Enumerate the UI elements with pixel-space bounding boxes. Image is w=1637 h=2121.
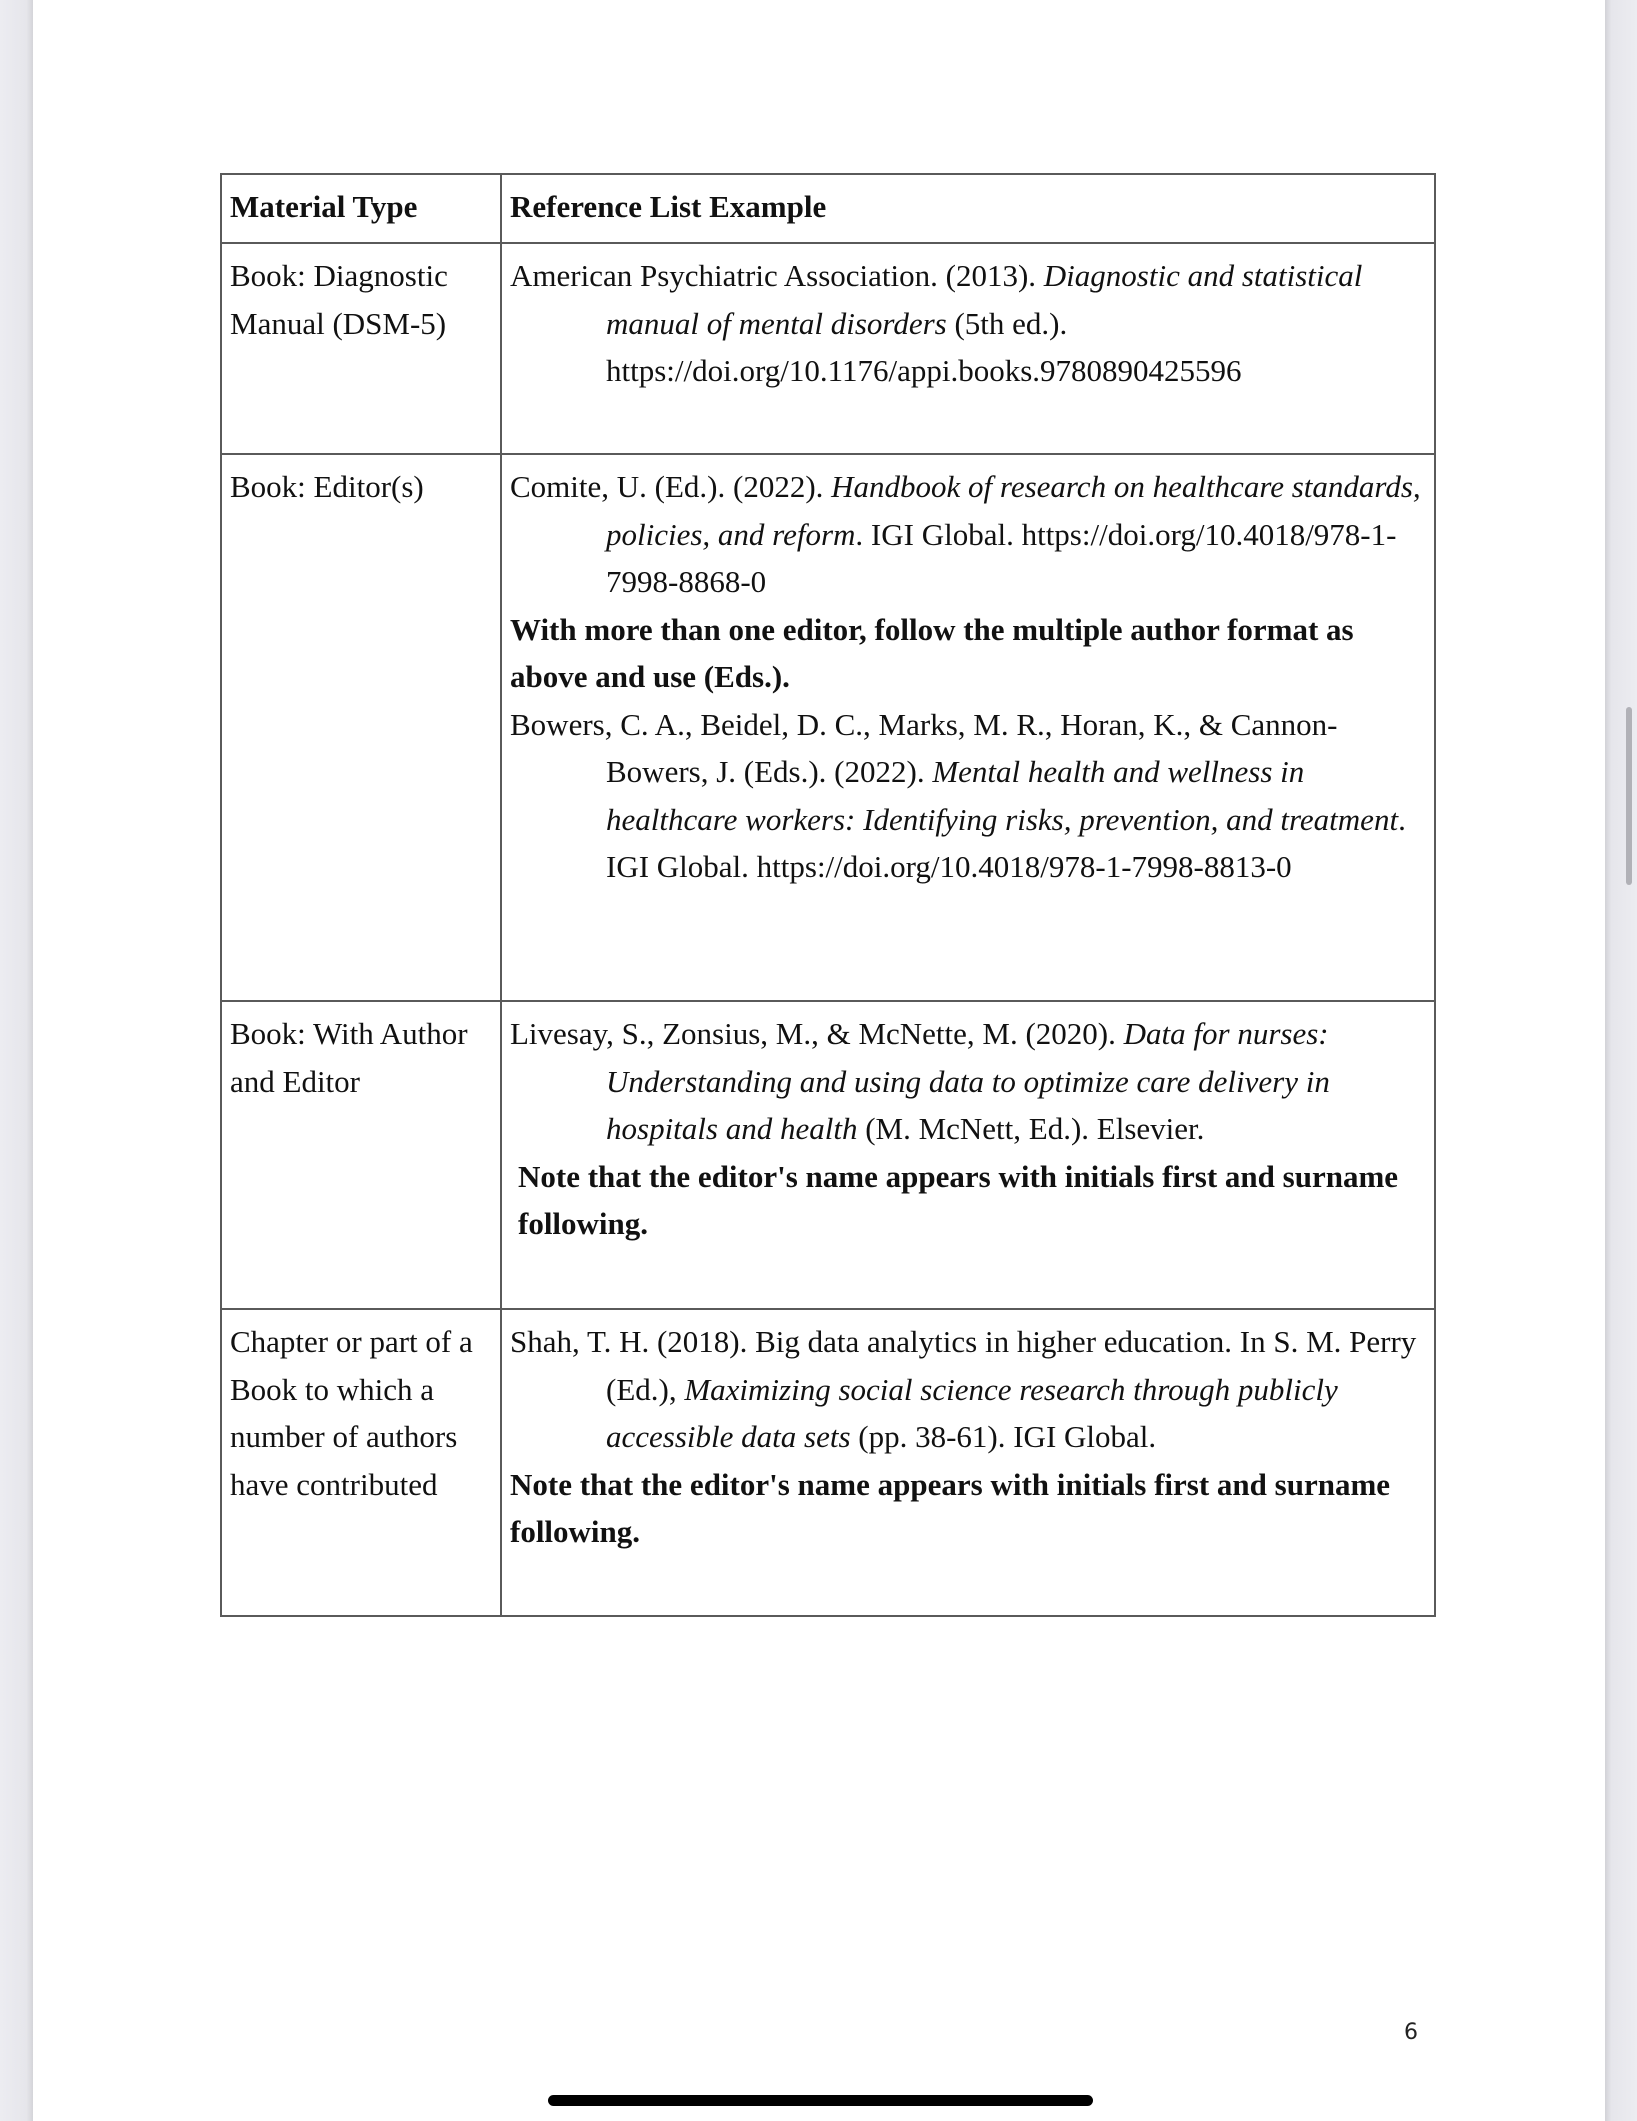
table-row <box>221 243 1435 454</box>
reference-cell <box>501 243 1435 454</box>
vertical-scrollbar-thumb[interactable] <box>1626 707 1632 885</box>
table-row <box>221 454 1435 1001</box>
header-reference-list-example: Reference List Example <box>501 174 1435 243</box>
reference-cell <box>501 1001 1435 1309</box>
formatting-note: Note that the editor's name appears with initials first and surname following. <box>518 1158 1399 1241</box>
reference-cell <box>501 454 1435 1001</box>
reference-entry: Comite, U. (Ed.). (2022). Handbook of research on healthcare standards, policies, and reform. IGI Global. https://doi.org/10.4018/978-1-7998-8868-0 <box>510 469 1421 599</box>
reference-table <box>220 173 1436 1617</box>
left-gutter <box>0 0 33 2121</box>
table-header-row <box>221 174 1435 243</box>
formatting-note: With more than one editor, follow the multiple author format as above and use (Eds.). <box>510 611 1354 694</box>
header-material-type: Material Type <box>221 174 501 243</box>
reference-entry: Livesay, S., Zonsius, M., & McNette, M. (2020). Data for nurses: Understanding and using data to optimize care delivery in hospitals and health (M. McNett, Ed.). Elsevier. <box>510 1016 1330 1146</box>
reference-entry: Bowers, C. A., Beidel, D. C., Marks, M. R., Horan, K., & Cannon-Bowers, J. (Eds.). (2022). Mental health and wellness in healthcare workers: Identifying risks, prevention, and treatment. IGI Global. https://doi.org/10.4018/978-1-7998-8813-0 <box>510 706 1406 884</box>
material-type-cell: Book: Editor(s) <box>221 454 501 1001</box>
formatting-note: Note that the editor's name appears with initials first and surname following. <box>510 1466 1391 1549</box>
material-type-cell: Book: With Author and Editor <box>221 1001 501 1309</box>
document-page <box>33 0 1605 2121</box>
home-indicator-bar[interactable] <box>548 2095 1093 2106</box>
table-row <box>221 1001 1435 1309</box>
table-row <box>221 1309 1435 1616</box>
reference-entry: Shah, T. H. (2018). Big data analytics in higher education. In S. M. Perry (Ed.), Maximizing social science research through publicly accessible data sets (pp. 38-61). IGI Global. <box>510 1324 1417 1454</box>
right-gutter <box>1605 0 1637 2121</box>
reference-cell <box>501 1309 1435 1616</box>
material-type-cell: Chapter or part of a Book to which a number of authors have contributed <box>221 1309 501 1616</box>
page-number: 6 <box>1404 2020 1418 2045</box>
material-type-cell: Book: Diagnostic Manual (DSM-5) <box>221 243 501 454</box>
reference-entry: American Psychiatric Association. (2013). Diagnostic and statistical manual of mental disorders (5th ed.). https://doi.org/10.1176/appi.books.9780890425596 <box>510 258 1363 388</box>
